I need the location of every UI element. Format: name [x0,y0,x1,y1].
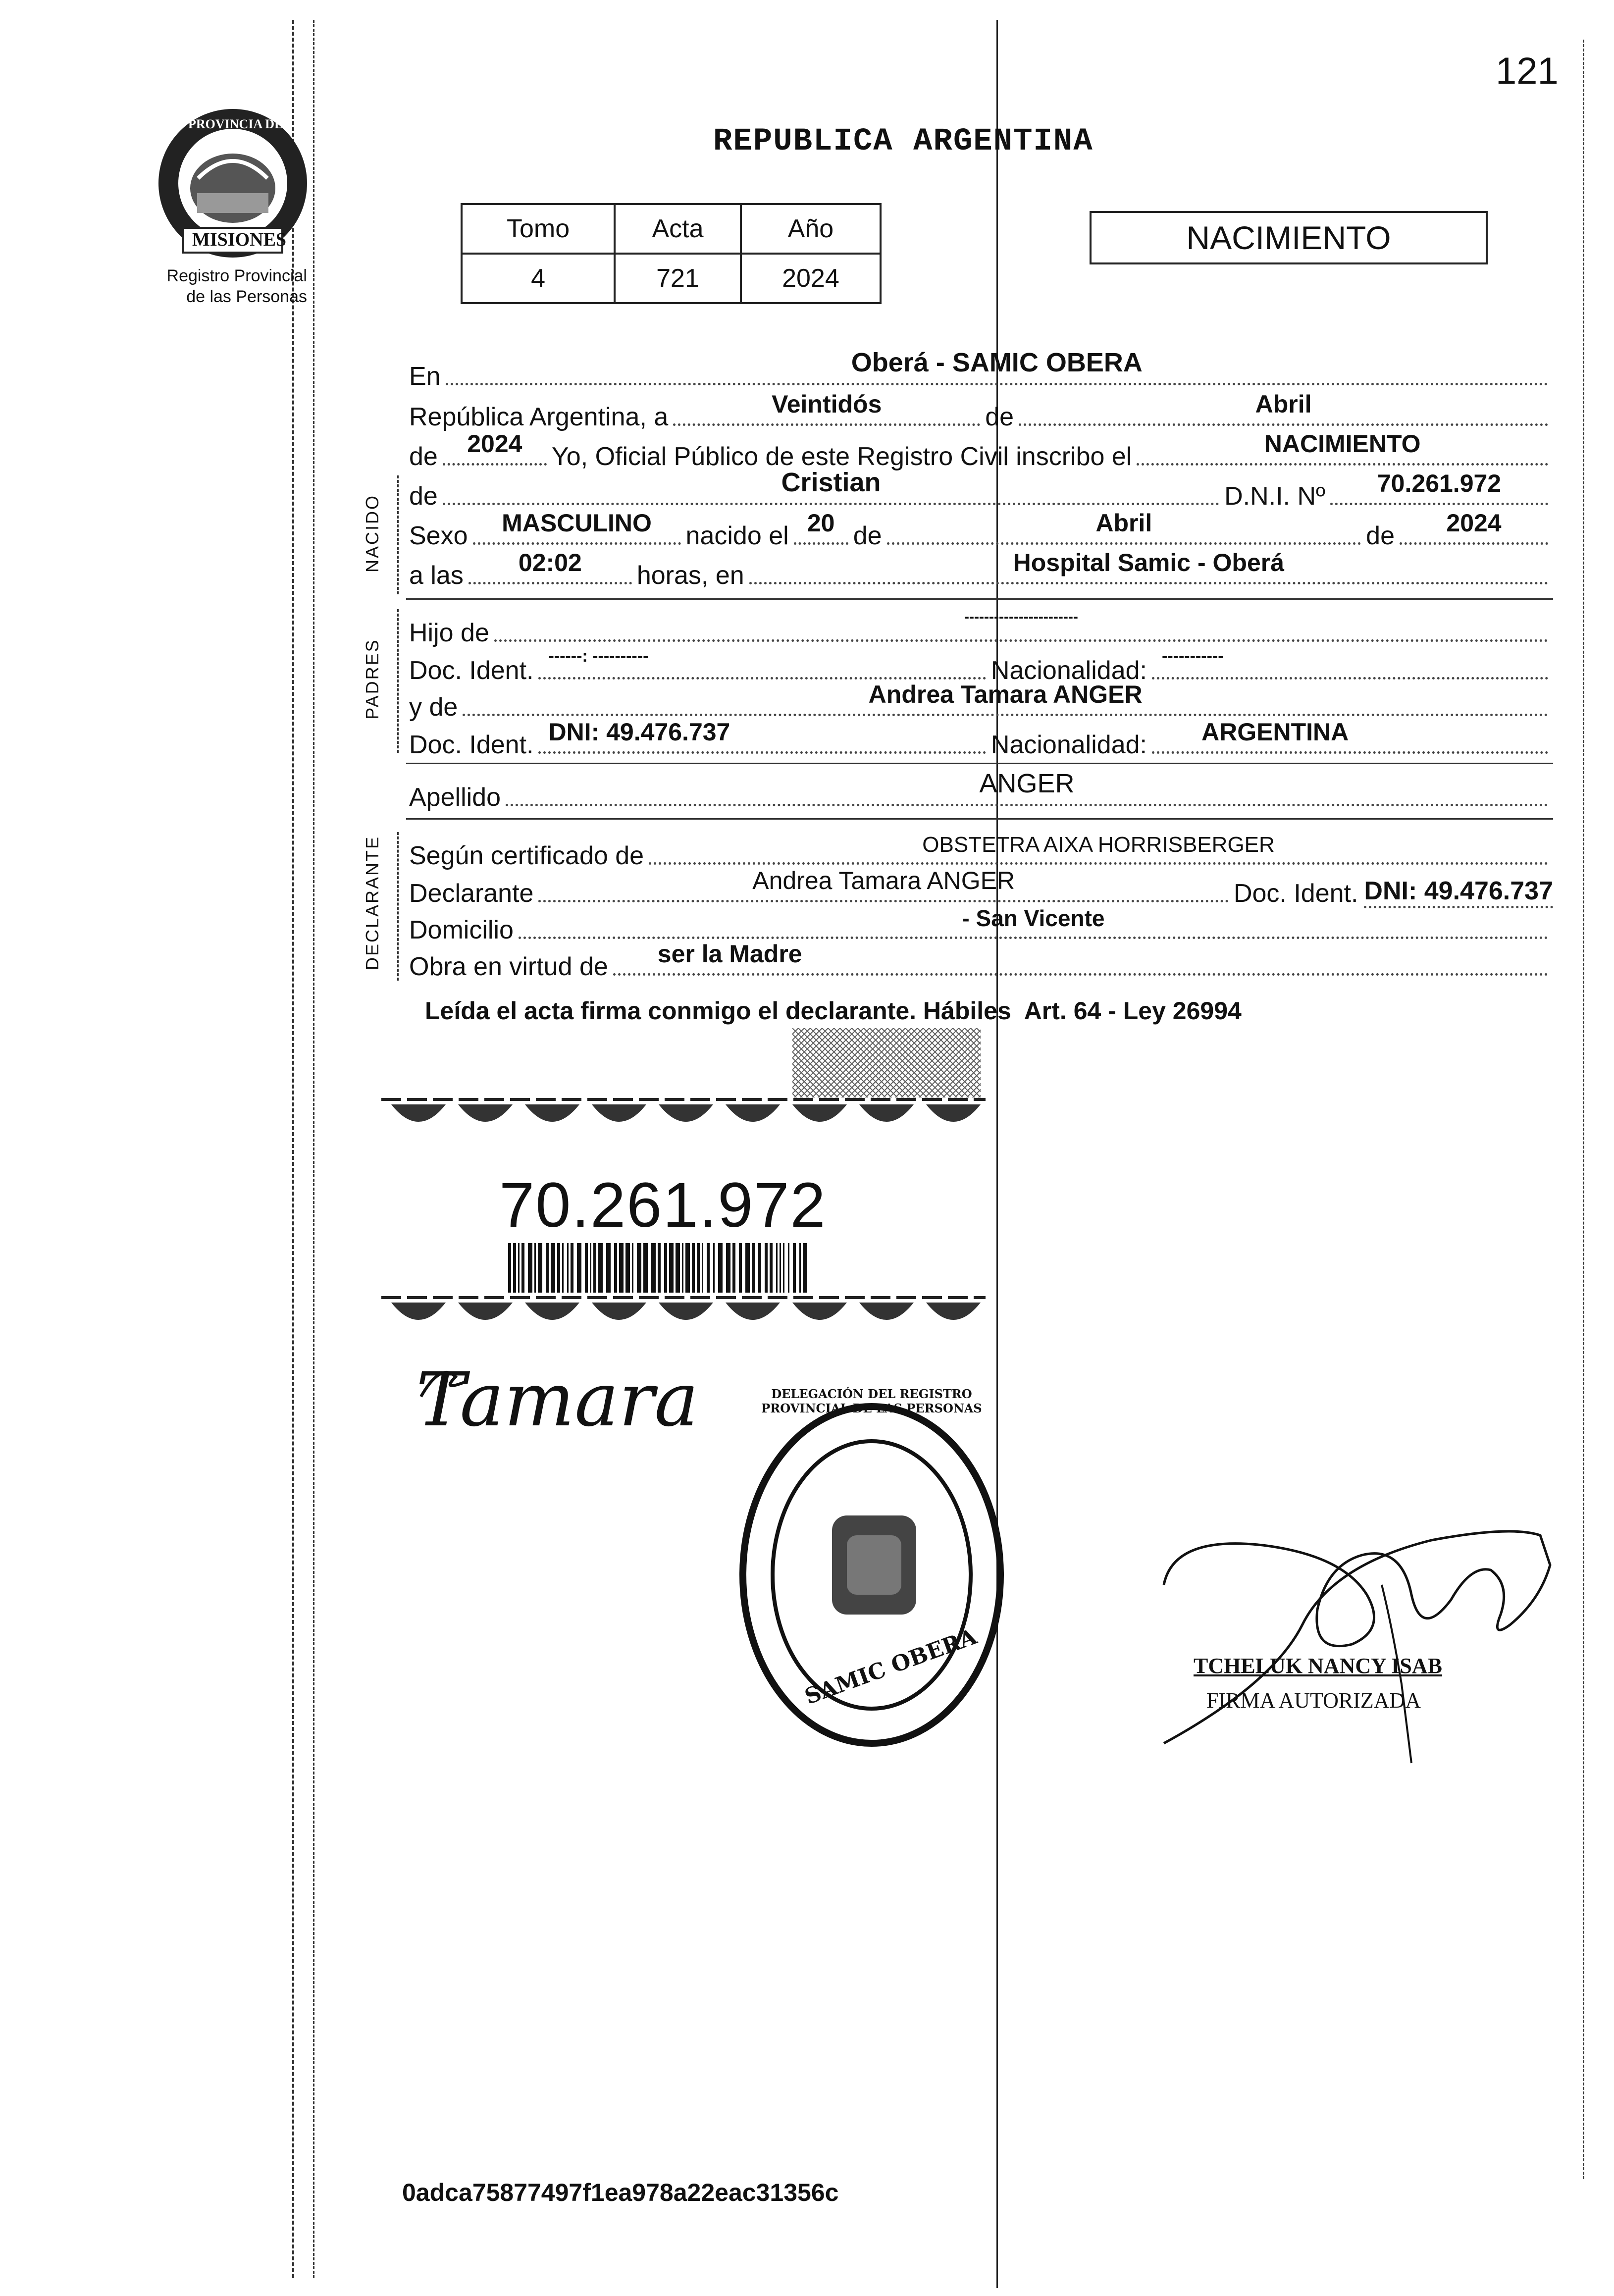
row-certificado [409,835,1553,871]
band-scallop [926,1104,981,1122]
cert-value: OBSTETRA AIXA HORRISBERGER [922,833,1275,857]
sexo-label: Sexo [409,522,468,550]
month-dots [1019,390,1548,426]
decl-doc-label: Doc. Ident. [1233,879,1358,908]
row-doc2 [409,718,1553,760]
barcode-bar [799,1243,801,1293]
official-name: TCHELUK NANCY ISAB [1194,1654,1443,1678]
seal-top-text: PROVINCIA DE [188,117,283,131]
statement-text: Yo, Oficial Público de este Registro Civil inscribo el [551,442,1132,471]
dni-dots [1330,470,1548,505]
band-scallop [726,1104,780,1122]
declarant-signature: Tamara [416,1357,699,1443]
barcode-bar [614,1243,617,1293]
band-scallop [792,1104,847,1122]
nac1-value: ----------- [1162,647,1224,666]
registration-type-value: NACIMIENTO [1264,430,1421,458]
obra-label: Obra en virtud de [409,952,608,981]
acta-header: Acta [615,204,741,254]
row-republica [409,390,1553,432]
obra-dots [613,940,1548,976]
barcode-bar [590,1243,591,1293]
band-scallop [659,1104,713,1122]
barcode-bar [713,1243,715,1293]
apellido-bottom-rule [406,818,1553,820]
band-scallop [391,1104,446,1122]
row-obra [409,940,1553,982]
row-en [409,348,1553,391]
barcode-bar [739,1243,742,1293]
barcode-bar [651,1243,656,1293]
row-domicilio [409,905,1553,945]
barcode-bar [513,1243,516,1293]
nac2-dots [1152,718,1548,754]
birth-month-dots [887,509,1361,545]
barcode-bar [567,1243,569,1293]
barcode-bar [521,1243,524,1293]
barcode-bar [585,1243,588,1293]
barcode-bar [702,1243,703,1293]
band-scallop [525,1104,579,1122]
nac1-label: Nacionalidad: [990,656,1147,685]
dom-value: - San Vicente [962,905,1105,931]
band-scallop [592,1303,646,1320]
barcode-bar [593,1243,596,1293]
declarante-divider [397,832,399,981]
dom-dots [519,905,1548,939]
official-role: FIRMA AUTORIZADA [1206,1688,1421,1713]
left-margin-line [292,20,294,2278]
barcode-bar [664,1243,667,1293]
row-hora [409,549,1553,590]
father-dots [494,609,1548,642]
apellido-dots [506,769,1548,806]
row-sexo [409,509,1553,551]
barcode-bar [765,1243,768,1293]
nacido-section-label: NACIDO [362,494,382,573]
barcode-bar [685,1243,690,1293]
logo-caption-line1: Registro Provincial [166,266,307,285]
anio-value: 2024 [741,254,881,303]
republica-label: República Argentina, a [409,403,669,431]
y-de-label: y de [409,693,458,722]
band-scallop [659,1303,713,1320]
padres-section-label: PADRES [362,638,382,720]
a-las-label: a las [409,561,464,590]
nacido-de-label-3: de [1366,522,1395,550]
cert-label: Según certificado de [409,841,644,870]
row-apellido [409,769,1553,812]
birth-day-value: 20 [807,509,835,537]
registration-dots [1137,430,1548,466]
row-y-de [409,680,1553,722]
barcode-bar [726,1243,730,1293]
band-scallop [859,1104,914,1122]
barcode-bar [770,1243,773,1293]
child-name-value: Cristian [781,468,881,497]
barcode-bar [551,1243,555,1293]
page-number: 121 [1496,50,1559,92]
cert-dots [649,833,1548,865]
row-hijo-de [409,609,1553,648]
barcode-bar [803,1243,807,1293]
logo-caption-line2: de las Personas [186,287,307,306]
barcode-bar [692,1243,695,1293]
barcode-bar [788,1243,789,1293]
barcode-bar [571,1243,573,1293]
mother-dots [463,680,1548,716]
time-dots [469,549,632,584]
padres-bottom-rule [406,763,1553,764]
decl-doc-value: DNI: 49.476.737 [1364,876,1553,908]
year-dots [443,430,547,466]
barcode-bar [707,1243,710,1293]
footer-statement: Leída el acta firma conmigo el declarante. Hábiles Art. 64 - Ley 26994 [425,997,1242,1025]
declarante-section-label: DECLARANTE [362,835,382,970]
nacido-de-label: de [409,482,438,511]
page-title: REPUBLICA ARGENTINA [713,124,1093,159]
place-value: Oberá - SAMIC OBERA [851,348,1143,377]
padres-divider [397,609,399,753]
document-hash: 0adca75877497f1ea978a22eac31356c [402,2179,839,2206]
year-value: 2024 [467,430,522,458]
barcode-icon [508,1243,815,1293]
official-signature-icon [1154,1525,1560,1773]
record-type-box: NACIMIENTO [1090,211,1488,264]
logo-caption [114,265,307,307]
birth-place-dots [749,549,1548,584]
band-scallop [926,1303,981,1320]
barcode-bar [643,1243,648,1293]
tomo-value: 4 [462,254,615,303]
barcode-bar [776,1243,778,1293]
barcode-bar [598,1243,603,1293]
barcode-bar [669,1243,674,1293]
left-edge-dash [313,20,314,2278]
barcode-bar [718,1243,723,1293]
tomo-table [461,203,882,304]
barcode-bar [577,1243,581,1293]
band-scallop [792,1303,847,1320]
nacido-de-label-2: de [853,522,882,550]
barcode-bar [528,1243,532,1293]
nacido-bottom-rule [406,598,1553,600]
decl-value: Andrea Tamara ANGER [752,867,1015,894]
doc1-value: ------: ---------- [548,647,649,666]
barcode-bar [676,1243,680,1293]
seal-bottom-text: MISIONES [192,229,287,250]
band-scallop [458,1104,513,1122]
security-hatch [792,1028,981,1097]
band-scallop [726,1303,780,1320]
barcode-bar [508,1243,511,1293]
security-band-top [381,1090,986,1144]
barcode-bar [606,1243,611,1293]
hijo-de-label: Hijo de [409,619,489,647]
child-dni-value: 70.261.972 [1377,470,1502,497]
doc2-dots [538,718,986,754]
barcode-bar [752,1243,755,1293]
dni-label: D.N.I. Nº [1224,482,1325,511]
barcode-bar [632,1243,633,1293]
barcode-bar [682,1243,683,1293]
obra-value: ser la Madre [657,940,802,968]
barcode-bar [780,1243,781,1293]
barcode-bar [538,1243,542,1293]
band-scallop [525,1303,579,1320]
day-words-value: Veintidós [772,390,882,418]
de-label-2: de [409,442,438,471]
barcode-bar [697,1243,700,1293]
seal-ring-text: DELEGACIÓN DEL REGISTRO PROVINCIAL DE LAS PERSONAS [761,1387,982,1415]
band-scallop [592,1104,646,1122]
day-dots [673,390,980,426]
barcode-bar [518,1243,520,1293]
tomo-header-row [462,204,881,254]
birth-time-value: 02:02 [518,549,582,576]
apellido-value: ANGER [979,769,1075,798]
nac1-dots [1152,647,1548,679]
barcode-bar [557,1243,560,1293]
decl-label: Declarante [409,879,534,908]
barcode-bar [732,1243,735,1293]
official-stamp-icon [733,1397,1010,1753]
barcode-bar [534,1243,536,1293]
barcode-bar [793,1243,796,1293]
doc1-label: Doc. Ident. [409,656,534,685]
en-dots [446,348,1548,385]
decl-dots [538,867,1228,902]
row-nacido-name [409,468,1553,511]
mother-value: Andrea Tamara ANGER [868,680,1143,708]
birth-place-value: Hospital Samic - Oberá [1013,549,1285,576]
security-band-bottom [381,1288,986,1342]
barcode-bar [783,1243,784,1293]
barcode-bar [619,1243,624,1293]
month-value: Abril [1255,390,1312,418]
seal-center-text: SAMIC OBERA [801,1624,981,1710]
right-margin-line [1583,40,1584,2179]
barcode-bar [546,1243,549,1293]
father-value: ----------------------- [964,609,1078,625]
doc2-value: DNI: 49.476.737 [548,718,730,746]
birth-year-dots [1400,509,1548,545]
sexo-dots [473,509,681,545]
name-dots [443,468,1219,505]
band-scallop [391,1303,446,1320]
birth-day-dots [794,509,848,545]
barcode-bar [637,1243,641,1293]
en-label: En [409,362,441,391]
barcode-bar [562,1243,564,1293]
acta-value: 721 [615,254,741,303]
barcode-bar [658,1243,661,1293]
barcode-number: 70.261.972 [499,1170,827,1241]
de-label: de [985,403,1014,431]
barcode-bar [625,1243,630,1293]
band-scallop [458,1303,513,1320]
apellido-label: Apellido [409,783,501,812]
barcode-bar [745,1243,750,1293]
doc2-label: Doc. Ident. [409,731,534,759]
sexo-value: MASCULINO [502,509,652,537]
horas-label: horas, en [636,561,744,590]
anio-header: Año [741,204,881,254]
signature-flourish-icon [411,1357,470,1416]
nacido-divider [397,475,399,594]
nac2-value: ARGENTINA [1201,718,1349,746]
birth-month-value: Abril [1095,509,1152,537]
band-scallop [859,1303,914,1320]
nac2-label: Nacionalidad: [990,731,1147,759]
row-year-statement [409,430,1553,471]
row-declarante [409,867,1553,908]
doc1-dots [538,647,986,679]
tomo-value-row [462,254,881,303]
birth-year-value: 2024 [1446,509,1502,537]
tomo-header: Tomo [462,204,615,254]
barcode-bar [758,1243,761,1293]
nacido-el-label: nacido el [685,522,789,550]
dom-label: Domicilio [409,916,514,944]
